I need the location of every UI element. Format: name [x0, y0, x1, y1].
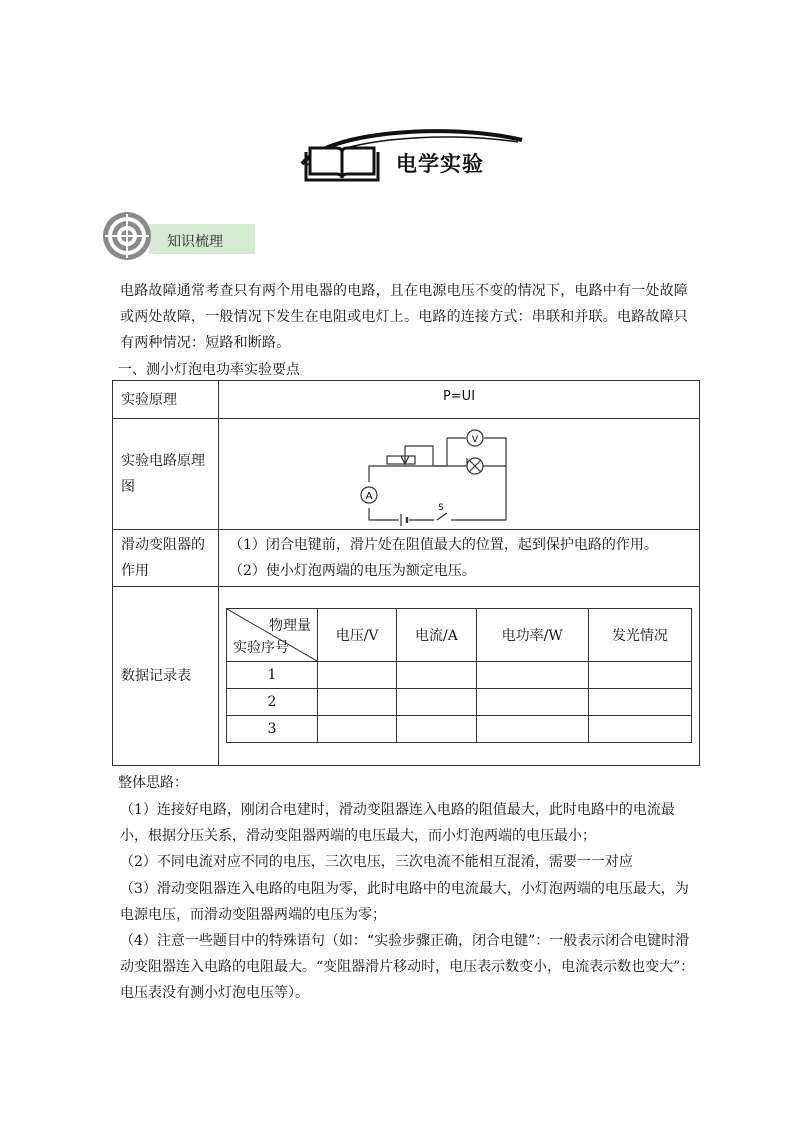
row-index: 1 — [227, 662, 318, 689]
rheostat-label: 滑动变阻器的作用 — [113, 530, 219, 586]
table-cell — [397, 662, 476, 689]
table-cell — [476, 662, 588, 689]
column-header: 发光情况 — [588, 609, 691, 662]
table-cell — [318, 716, 397, 743]
column-header: 电流/A — [397, 609, 476, 662]
table-row — [227, 689, 692, 716]
experiment-table — [112, 380, 700, 766]
ammeter-label: A — [365, 490, 373, 502]
row-index: 2 — [227, 689, 318, 716]
record-cell — [219, 586, 700, 765]
circuit-diagram — [219, 420, 699, 529]
table-row — [227, 662, 692, 689]
page-title-block — [296, 126, 526, 186]
section-label: 知识梳理 — [167, 234, 223, 250]
diag-bottom-label: 实验序号 — [233, 640, 289, 657]
table-cell — [588, 716, 691, 743]
switch-label: S — [438, 502, 444, 513]
table-row — [227, 609, 692, 662]
table-cell — [476, 716, 588, 743]
table-cell — [318, 689, 397, 716]
table-cell — [588, 662, 691, 689]
diag-top-label: 物理量 — [269, 618, 311, 635]
table-row — [227, 716, 692, 743]
principle-label: 实验原理 — [113, 381, 219, 419]
table-row — [113, 381, 700, 419]
table-cell — [397, 689, 476, 716]
table-cell — [588, 689, 691, 716]
intro-paragraph: 电路故障通常考查只有两个用电器的电路，且在电源电压不变的情况下，电路中有一处故障或两处故障，一般情况下发生在电阻或电灯上。电路的连接方式：串联和并联。电路故障只有两种情况：短路和断路。 — [120, 283, 688, 351]
rheostat-role-1: （1）闭合电键前，滑片处在阻值最大的位置，起到保护电路的作用。 — [229, 536, 658, 553]
column-header: 电压/V — [318, 609, 397, 662]
table-cell — [318, 662, 397, 689]
table-caption: 一、测小灯泡电功率实验要点 — [118, 362, 300, 378]
data-record-table — [226, 608, 692, 743]
diagonal-header — [227, 609, 318, 662]
overall-point-1: （1）连接好电路，刚闭合电建时，滑动变阻器连入电路的阻值最大，此时电路中的电流最小，根据分压关系，滑动变阻器两端的电压最大，而小灯泡两端的电压最小； — [120, 802, 675, 844]
rheostat-roles — [219, 530, 700, 586]
table-cell — [476, 689, 588, 716]
overall-point-3: （3）滑动变阻器连入电路的电阻为零，此时电路中的电流最大，小灯泡两端的电压最大，为电源电压，而滑动变阻器两端的电压为零； — [120, 881, 689, 923]
column-header: 电功率/W — [476, 609, 588, 662]
circuit-label: 实验电路原理图 — [113, 419, 219, 530]
table-row — [113, 419, 700, 530]
section-badge — [101, 210, 261, 262]
circuit-cell — [219, 419, 700, 530]
table-row — [113, 530, 700, 586]
rheostat-role-2: （2）使小灯泡两端的电压为额定电压。 — [229, 562, 476, 579]
principle-value: P=UI — [219, 381, 700, 419]
overall-title: 整体思路： — [118, 775, 188, 791]
page-title: 电学实验 — [396, 152, 484, 176]
record-label: 数据记录表 — [113, 586, 219, 765]
target-icon — [101, 210, 153, 262]
overall-point-4: （4）注意一些题目中的特殊语句（如：“实验步骤正确，闭合电键”：一般表示闭合电键时滑动变阻器连入电路的电阻最大。“变阻器滑片移动时，电压表示数变小，电流表示数也变大”：电压表没有测小灯泡电压等）。 — [120, 933, 695, 1001]
table-row — [113, 586, 700, 765]
table-cell — [397, 716, 476, 743]
row-index: 3 — [227, 716, 318, 743]
overall-point-2: （2）不同电流对应不同的电压，三次电压，三次电流不能相互混淆，需要一一对应 — [120, 854, 633, 870]
voltmeter-label: V — [471, 434, 479, 445]
